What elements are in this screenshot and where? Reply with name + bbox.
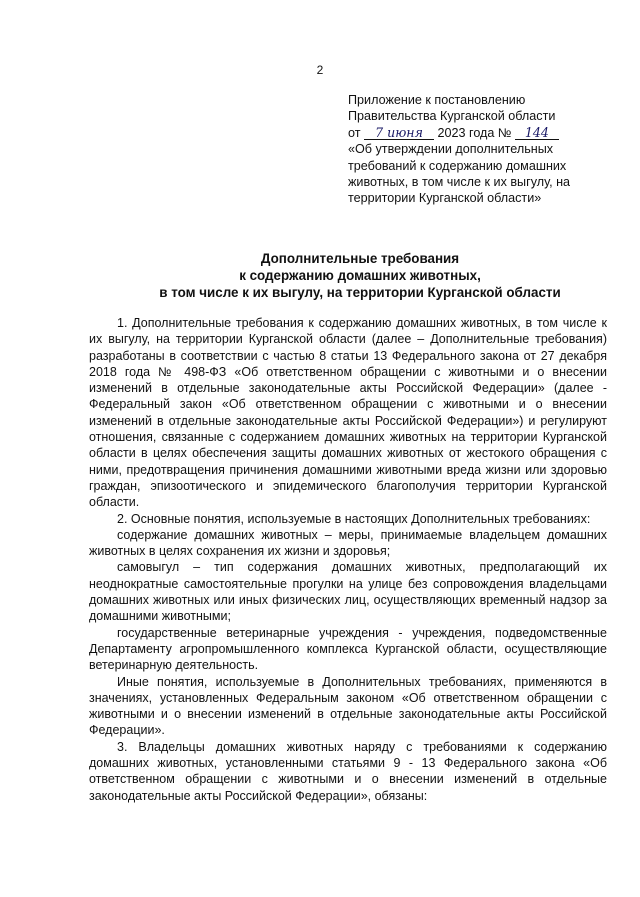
approval-line-7: территории Курганской области» xyxy=(348,191,542,206)
paragraph: государственные ветеринарные учреждения - учреждения, подведомственные Департаменту агропромышленного комплекса Курганской области, осуществляющие ветеринарную деятельность. xyxy=(89,625,607,673)
paragraph: Иные понятия, используемые в Дополнительных требованиях, применяются в значениях, установленных Федеральным законом «Об ответственном обращении с животными и о внесении изменений в отдельные законодательные акты Российской Федерации». xyxy=(89,674,607,738)
approval-year-label: 2023 года № xyxy=(437,125,512,140)
handwritten-date: 7 июня xyxy=(364,126,434,140)
approval-line-1: Приложение к постановлению xyxy=(348,93,526,107)
approval-block xyxy=(348,92,610,207)
approval-line-4: «Об утверждении дополнительных xyxy=(348,142,554,157)
approval-from-label: от xyxy=(348,125,361,140)
handwritten-number: 144 xyxy=(515,126,559,140)
title-line-1: Дополнительные требования xyxy=(260,251,460,266)
paragraph: содержание домашних животных – меры, принимаемые владельцем домашних животных в целях сохранения их жизни и здоровья; xyxy=(89,527,607,559)
paragraph: 2. Основные понятия, используемые в настоящих Дополнительных требованиях: xyxy=(117,511,591,526)
approval-line-5: требований к содержанию домашних xyxy=(348,158,567,173)
paragraph: 3. Владельцы домашних животных наряду с требованиями к содержанию домашних животных, установленными статьями 9 - 13 Федерального закона «Об ответственном обращении с животными и о внесении изменений в отдельные законодательные акты Российской Федерации», обязаны: xyxy=(89,739,607,803)
paragraph: самовыгул – тип содержания домашних животных, предполагающий их неоднократные самостоятельные прогулки на улице без сопровождения владельцами домашних животных или иных физических лиц, осуществляющих временный надзор за домашними животными; xyxy=(89,560,607,624)
title-line-2: к содержанию домашних животных, xyxy=(239,268,481,283)
document-title xyxy=(0,250,640,301)
document-body xyxy=(89,315,607,804)
paragraph: 1. Дополнительные требования к содержанию домашних животных, в том числе к их выгулу, на территории Курганской области (далее – Дополнительные требования) разработаны в соответствии с частью 8 статьи 13 Федерального закона от 27 декабря 2018 года № 498-ФЗ «Об ответственном обращении с животными и о внесении изменений в отдельные законодательные акты Российской Федерации» (далее - Федеральный закон «Об ответственном обращении с животными и о внесении изменений в отдельные законодательные акты Российской Федерации») и регулируют отношения, связанные с содержанием домашних животных на территории Курганской области в целях обеспечения защиты домашних животных от жестокого обращения с ними, предотвращения причинения домашними животными вреда жизни или здоровью граждан, эпизоотического и эпидемического благополучия территории Курганской области. xyxy=(89,316,607,510)
approval-line-3 xyxy=(348,125,610,141)
page-number: 2 xyxy=(316,63,324,77)
title-line-3: в том числе к их выгулу, на территории Курганской области xyxy=(159,285,561,300)
approval-line-2: Правительства Курганской области xyxy=(348,109,556,124)
approval-line-6: животных, в том числе к их выгулу, на xyxy=(348,175,571,190)
